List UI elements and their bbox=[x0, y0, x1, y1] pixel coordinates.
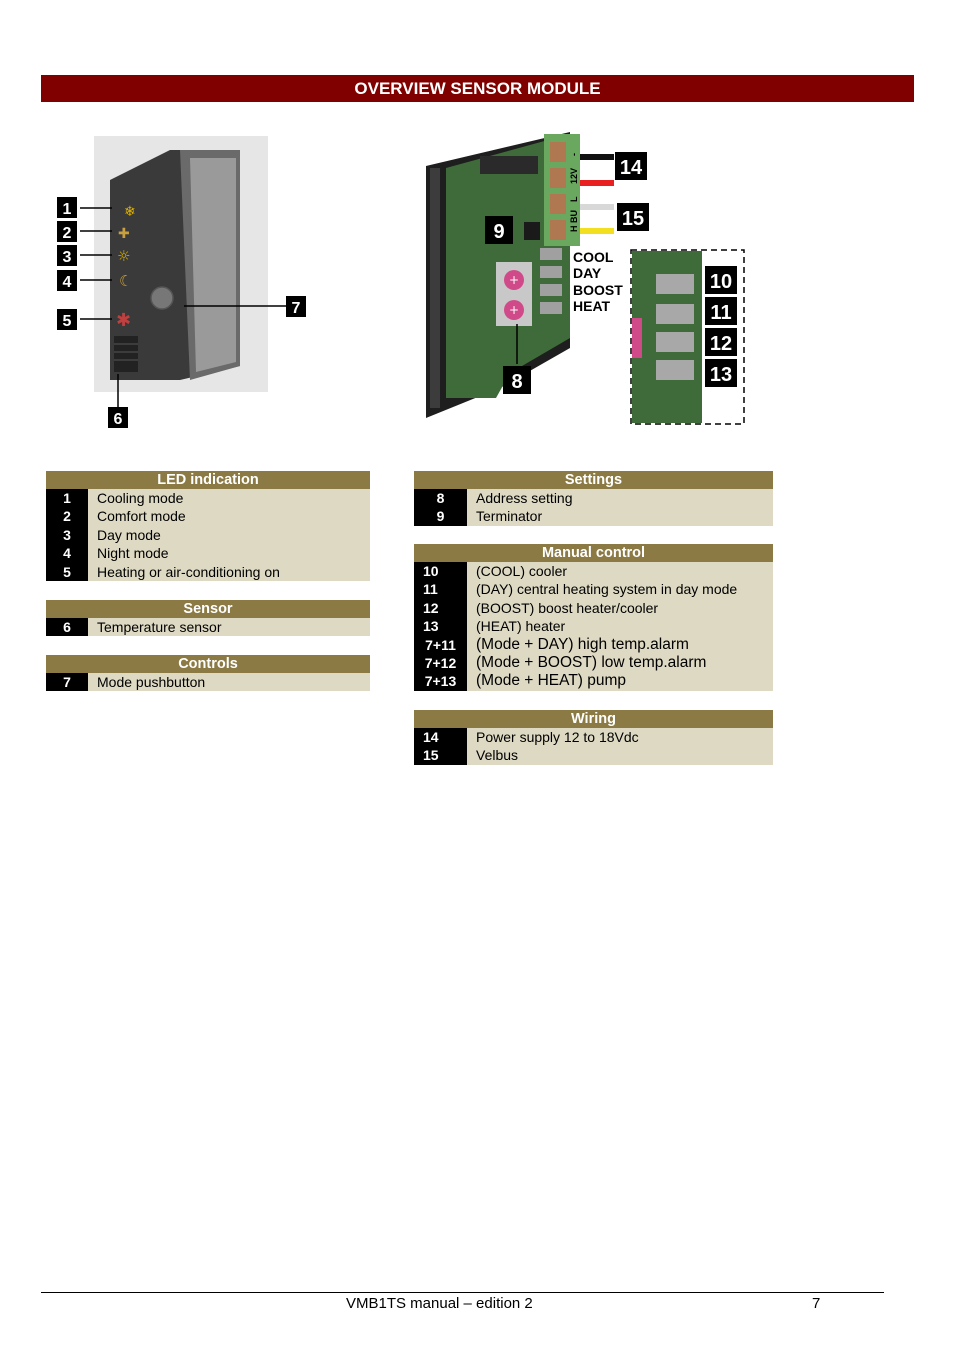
terminal-label-12v: 12V bbox=[569, 167, 579, 184]
row-description: (Mode + DAY) high temp.alarm bbox=[476, 635, 689, 653]
callout-2: 2 bbox=[62, 225, 72, 242]
callout-9: 9 bbox=[493, 221, 505, 243]
row-number: 1 bbox=[46, 489, 88, 507]
row-description: Heating or air-conditioning on bbox=[97, 563, 280, 580]
callout-14: 14 bbox=[619, 157, 643, 179]
row-description: (Mode + BOOST) low temp.alarm bbox=[476, 653, 707, 671]
callout-6: 6 bbox=[113, 411, 123, 428]
row-number: 15 bbox=[414, 746, 467, 764]
row-number: 7+13 bbox=[414, 672, 467, 690]
table-row bbox=[46, 507, 370, 525]
footer-manual-edition: VMB1TS manual – edition 2 bbox=[346, 1295, 533, 1312]
row-number: 11 bbox=[414, 580, 467, 598]
pcb-button-cool bbox=[540, 248, 562, 260]
table-sensor bbox=[46, 600, 370, 636]
table-row bbox=[414, 599, 773, 617]
callout-3: 3 bbox=[62, 249, 72, 266]
table-row bbox=[414, 580, 773, 598]
table-row bbox=[414, 489, 773, 507]
callout-11: 11 bbox=[710, 302, 732, 324]
table-row bbox=[46, 673, 370, 691]
callout-13: 13 bbox=[709, 364, 733, 386]
row-number: 7+11 bbox=[414, 636, 467, 654]
row-number: 2 bbox=[46, 507, 88, 525]
footer-rule bbox=[41, 1292, 884, 1293]
callout-1: 1 bbox=[62, 201, 72, 218]
pcb-figure bbox=[420, 128, 750, 428]
svg-text:+: + bbox=[508, 303, 520, 317]
pcb-button-heat bbox=[540, 302, 562, 314]
section-title: OVERVIEW SENSOR MODULE bbox=[41, 75, 914, 102]
plus-icon: ✚ bbox=[118, 226, 130, 242]
table-row bbox=[414, 507, 773, 525]
sensor-module-figure bbox=[50, 130, 320, 430]
wire-black bbox=[580, 154, 614, 160]
row-description: (Mode + HEAT) pump bbox=[476, 672, 627, 690]
mode-label-day: DAY bbox=[573, 265, 602, 281]
row-number: 3 bbox=[46, 526, 88, 544]
table-row bbox=[414, 746, 773, 764]
callout-12: 12 bbox=[709, 333, 733, 355]
mode-label-cool: COOL bbox=[573, 249, 614, 265]
table-row bbox=[414, 728, 773, 746]
row-description: Temperature sensor bbox=[97, 619, 222, 635]
table-row bbox=[414, 654, 773, 672]
sun-icon: ☼ bbox=[117, 247, 131, 265]
table-row bbox=[414, 636, 773, 654]
pcb-button-boost bbox=[540, 284, 562, 296]
footer-page-number: 7 bbox=[812, 1295, 821, 1312]
table-header: Settings bbox=[414, 471, 773, 489]
row-number: 7 bbox=[46, 673, 88, 691]
fan-icon: ✱ bbox=[116, 310, 132, 331]
callout-10: 10 bbox=[709, 271, 733, 293]
table-header: Sensor bbox=[46, 600, 370, 618]
snowflake-icon: ❄ bbox=[124, 204, 136, 220]
row-description: (HEAT) heater bbox=[476, 618, 566, 635]
row-description: Day mode bbox=[97, 526, 161, 543]
callout-8: 8 bbox=[511, 371, 523, 393]
row-description: Address setting bbox=[476, 490, 573, 506]
svg-text:+: + bbox=[508, 273, 520, 287]
table-header: Wiring bbox=[414, 710, 773, 728]
row-number: 7+12 bbox=[414, 654, 467, 672]
row-number: 14 bbox=[414, 728, 467, 746]
table-row bbox=[414, 672, 773, 690]
moon-icon: ☾ bbox=[119, 272, 133, 290]
wire-red bbox=[580, 180, 614, 186]
row-number: 10 bbox=[414, 562, 467, 580]
row-description: (COOL) cooler bbox=[476, 563, 568, 579]
row-number: 8 bbox=[414, 489, 467, 507]
table-header: Controls bbox=[46, 655, 370, 673]
table-wiring bbox=[414, 710, 773, 765]
table-header: Manual control bbox=[414, 544, 773, 562]
inset-button-day bbox=[656, 304, 694, 324]
row-number: 12 bbox=[414, 599, 467, 617]
inset-button-boost bbox=[656, 332, 694, 352]
pcb-button-day bbox=[540, 266, 562, 278]
terminal-label-hbu: H BU bbox=[569, 210, 579, 232]
table-settings bbox=[414, 471, 773, 526]
table-row bbox=[46, 544, 370, 562]
table-controls bbox=[46, 655, 370, 691]
row-description: Velbus bbox=[476, 747, 519, 764]
row-description: Cooling mode bbox=[97, 490, 184, 506]
row-description: Mode pushbutton bbox=[97, 674, 206, 690]
mode-label-heat: HEAT bbox=[573, 298, 611, 314]
row-description: Comfort mode bbox=[97, 508, 186, 525]
row-number: 13 bbox=[414, 617, 467, 635]
row-number: 5 bbox=[46, 563, 88, 581]
table-row bbox=[46, 526, 370, 544]
inset-button-heat bbox=[656, 360, 694, 380]
table-row bbox=[46, 563, 370, 581]
callout-7: 7 bbox=[291, 300, 301, 317]
row-number: 6 bbox=[46, 618, 88, 636]
terminal-label-minus: - bbox=[569, 153, 579, 156]
table-manual-control bbox=[414, 544, 773, 691]
connector-header bbox=[480, 156, 538, 174]
table-row bbox=[46, 618, 370, 636]
wire-white bbox=[580, 204, 614, 210]
row-number: 9 bbox=[414, 507, 467, 525]
table-row bbox=[414, 617, 773, 635]
terminator-jumper bbox=[524, 222, 540, 240]
row-description: Night mode bbox=[97, 545, 169, 562]
table-header: LED indication bbox=[46, 471, 370, 489]
callout-15: 15 bbox=[621, 208, 645, 230]
table-row bbox=[414, 562, 773, 580]
row-description: (BOOST) boost heater/cooler bbox=[476, 599, 659, 616]
mode-label-boost: BOOST bbox=[573, 282, 623, 298]
row-description: Terminator bbox=[476, 508, 543, 525]
table-led-indication bbox=[46, 471, 370, 581]
callout-4: 4 bbox=[62, 274, 72, 291]
inset-button-cool bbox=[656, 274, 694, 294]
row-description: (DAY) central heating system in day mode bbox=[476, 581, 738, 598]
row-number: 4 bbox=[46, 544, 88, 562]
row-description: Power supply 12 to 18Vdc bbox=[476, 729, 639, 745]
callout-5: 5 bbox=[62, 313, 72, 330]
wire-yellow bbox=[580, 228, 614, 234]
table-row bbox=[46, 489, 370, 507]
mode-pushbutton-graphic bbox=[151, 287, 173, 309]
terminal-label-l: L bbox=[569, 196, 579, 202]
temperature-sensor-grille bbox=[114, 336, 138, 372]
